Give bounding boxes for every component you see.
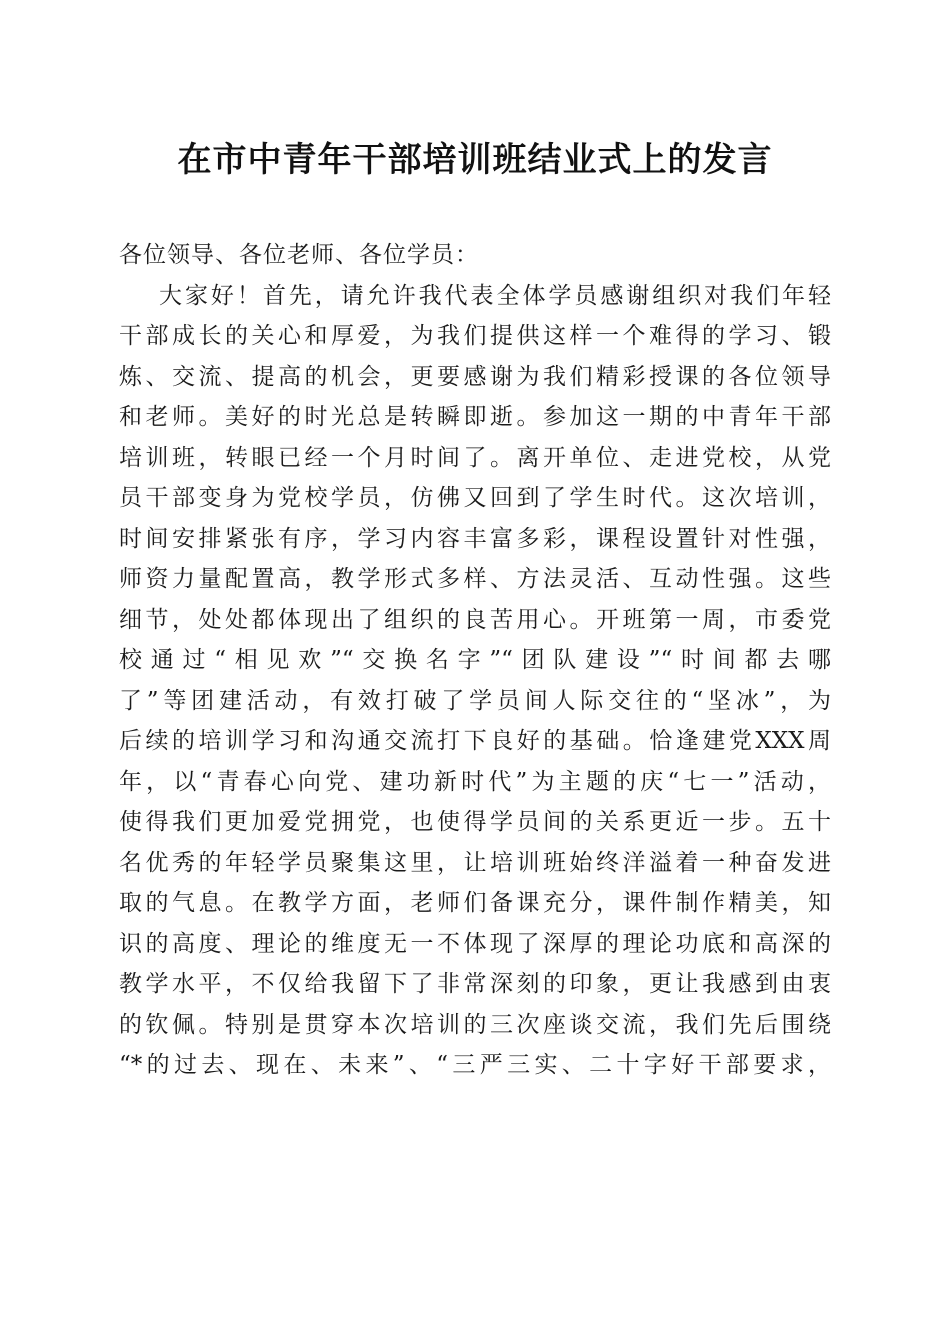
paragraph-line: 细节，处处都体现出了组织的良苦用心。开班第一周，市委党 <box>119 606 831 633</box>
paragraph-line: 后续的培训学习和沟通交流打下良好的基础。恰逢建党XXX周 <box>119 728 831 754</box>
paragraph-line: 大家好！首先，请允许我代表全体学员感谢组织对我们年轻 <box>159 282 831 309</box>
paragraph-line: 时间安排紧张有序，学习内容丰富多彩，课程设置针对性强， <box>119 525 831 552</box>
paragraph-line: 识的高度、理论的维度无一不体现了深厚的理论功底和高深的 <box>119 930 831 957</box>
paragraph-line: 名优秀的年轻学员聚集这里，让培训班始终洋溢着一种奋发进 <box>119 849 831 876</box>
paragraph-line: 炼、交流、提高的机会，更要感谢为我们精彩授课的各位领导 <box>119 363 831 390</box>
paragraph-line: 教学水平，不仅给我留下了非常深刻的印象，更让我感到由衷 <box>119 971 831 997</box>
salutation: 各位领导、各位老师、各位学员： <box>119 242 479 268</box>
paragraph-line: 师资力量配置高，教学形式多样、方法灵活、互动性强。这些 <box>119 566 831 592</box>
paragraph-line: 年，以“青春心向党、建功新时代”为主题的庆“七一”活动， <box>119 768 831 795</box>
paragraph-line: 了”等团建活动，有效打破了学员间人际交往的“坚冰”，为 <box>119 687 831 714</box>
document-title: 在市中青年干部培训班结业式上的发言 <box>177 140 773 180</box>
paragraph-line: 和老师。美好的时光总是转瞬即逝。参加这一期的中青年干部 <box>119 404 831 430</box>
paragraph-line: 的钦佩。特别是贯穿本次培训的三次座谈交流，我们先后围绕 <box>119 1011 831 1038</box>
paragraph-line: 取的气息。在教学方面，老师们备课充分，课件制作精美，知 <box>119 890 831 916</box>
paragraph-line: 干部成长的关心和厚爱，为我们提供这样一个难得的学习、锻 <box>119 323 831 349</box>
document-body <box>119 235 831 1086</box>
paragraph-line: 员干部变身为党校学员，仿佛又回到了学生时代。这次培训， <box>119 485 831 511</box>
paragraph-line: 校通过“相见欢”“交换名字”“团队建设”“时间都去哪 <box>119 647 831 673</box>
paragraph-line: 使得我们更加爱党拥党，也使得学员间的关系更近一步。五十 <box>119 809 831 835</box>
paragraph-line: “*的过去、现在、未来”、“三严三实、二十字好干部要求， <box>119 1052 831 1078</box>
paragraph-line: 培训班，转眼已经一个月时间了。离开单位、走进党校，从党 <box>119 444 831 471</box>
